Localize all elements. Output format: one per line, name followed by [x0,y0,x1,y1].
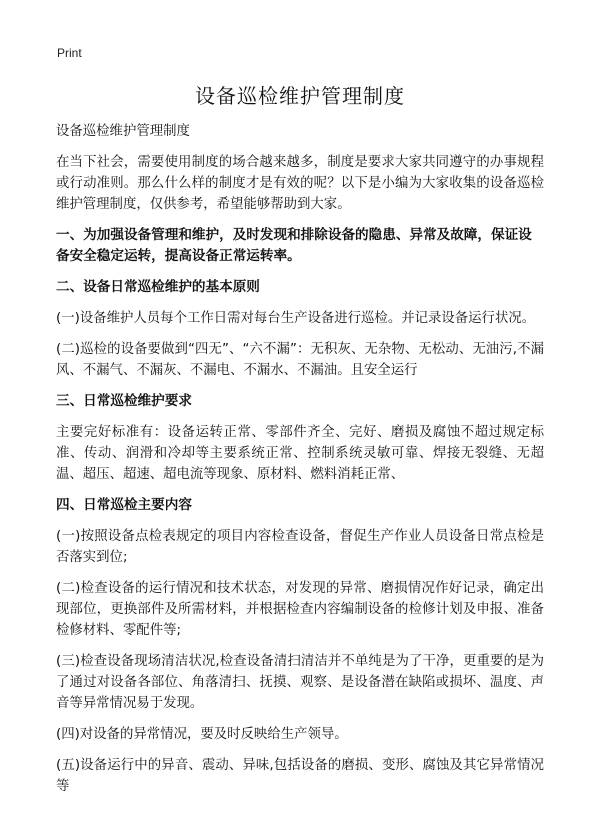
section-4-item-5: (五)设备运行中的异音、震动、异味,包括设备的磨损、变形、腐蚀及其它异常情况等 [56,758,544,794]
section-2-heading: 二、设备日常巡检维护的基本原则 [56,279,260,295]
section-2-item-1: (一)设备维护人员每个工作日需对每台生产设备进行巡检。并记录设备运行状况。 [56,311,536,326]
section-4-item-3: (三)检查设备现场清洁状况,检查设备清扫清洁并不单纯是为了干净，更重要的是为了通过对设备各部位、角落清扫、抚摸、观察、是设备潜在缺陷或损坏、温度、声音等异常情况易于发现。 [56,654,544,711]
section-4-heading: 四、日常巡检主要内容 [56,497,192,513]
document-subtitle: 设备巡检维护管理制度 [56,124,190,139]
page-title: 设备巡检维护管理制度 [195,84,405,108]
intro-paragraph: 在当下社会，需要使用制度的场合越来越多，制度是要求大家共同遵守的办事规程或行动准则。那么什么样的制度才是有效的呢？以下是小编为大家收集的设备巡检维护管理制度，仅供参考，希望能够帮助到大家。 [56,155,544,212]
section-2-item-2: (二)巡检的设备要做到“四无”、“六不漏”：无积灰、无杂物、无松动、无油污,不漏风、不漏气、不漏灰、不漏电、不漏水、不漏油。且安全运行 [56,342,544,378]
section-4-item-1: (一)按照设备点检表规定的项目内容检查设备，督促生产作业人员设备日常点检是否落实到位; [56,529,544,565]
section-3-text: 主要完好标准有：设备运转正常、零部件齐全、完好、磨损及腐蚀不超过规定标准、传动、润滑和冷却等主要系统正常、控制系统灵敏可靠、焊接无裂缝、无超温、超压、超速、超电流等现象、原材料、燃料消耗正常、 [56,425,544,482]
document-body [56,121,544,807]
section-4-item-4: (四)对设备的异常情况，要及时反映给生产领导。 [56,727,348,742]
section-4-item-2: (二)检查设备的运行情况和技术状态，对发现的异常、磨损情况作好记录，确定出现部位，更换部件及所需材料，并根据检查内容编制设备的检修计划及申报、准备检修材料、零配件等; [56,581,544,638]
section-1-heading: 一、为加强设备管理和维护，及时发现和排除设备的隐患、异常及故障，保证设备安全稳定运转，提高设备正常运转率。 [56,227,532,264]
print-label[interactable]: Print [57,46,82,60]
section-3-heading: 三、日常巡检维护要求 [56,393,192,409]
